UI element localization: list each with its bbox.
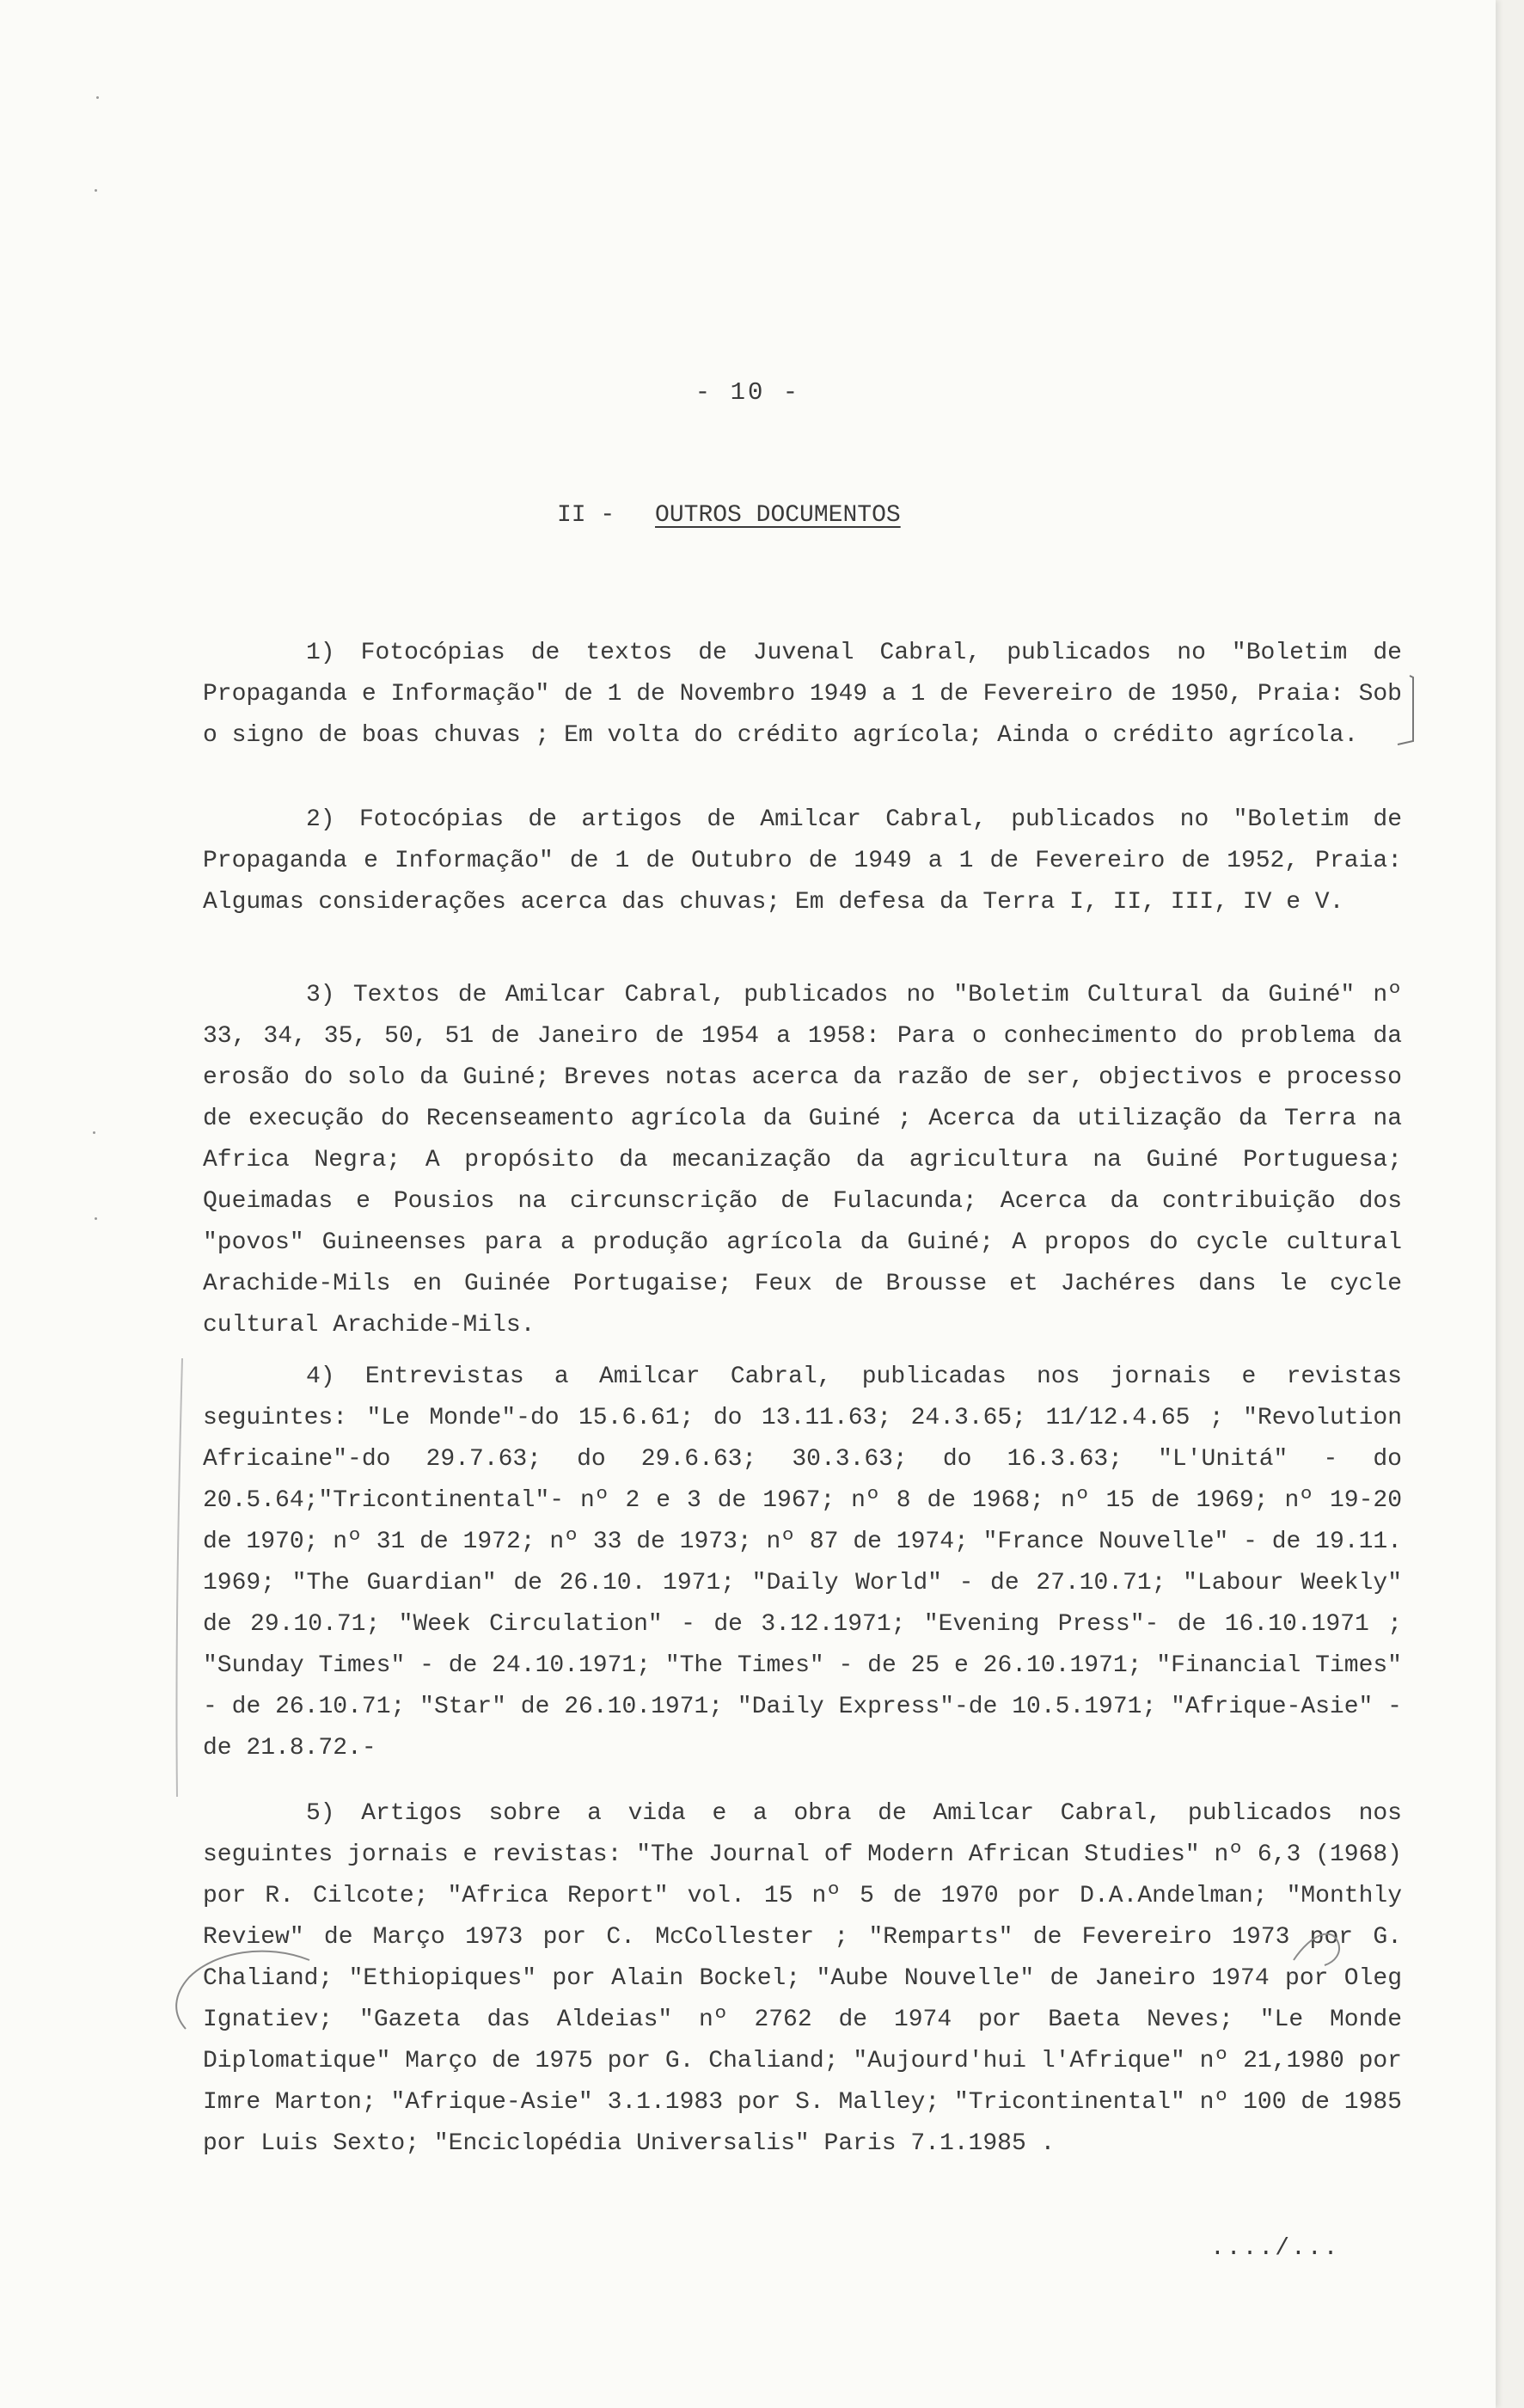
page-number: - 10 - [695, 378, 801, 407]
item-text: Fotocópias de textos de Juvenal Cabral, publicados no "Boletim de Propaganda e Informação" de 1 de Novembro 1949 a 1 de Fevereiro de 1950, Praia: Sob o signo de boas chuvas ; Em volta do crédito agrícola; Ainda o crédito agrícola. [203, 640, 1402, 749]
item-text: Fotocópias de artigos de Amilcar Cabral, publicados no "Boletim de Propaganda e Informação" de 1 de Outubro de 1949 a 1 de Fevereiro de 1952, Praia: Algumas considerações acerca das chuvas; Em defesa da Terra I, II, III, IV e V. [203, 806, 1402, 916]
list-item [203, 1793, 1402, 2165]
item-text: Textos de Amilcar Cabral, publicados no "Boletim Cultural da Guiné" nº 33, 34, 35, 50, 51 de Janeiro de 1954 a 1958: Para o conhecimento do problema da erosão do solo da Guiné; Breves notas acerca da razão de ser, objectivos e processo de execução do Recenseamento agrícola da Guiné ; Acerca da utilização da Terra na Africa Negra; A propósito da mecanização da agricultura na Guiné Portuguesa; Queimadas e Pousios na circunscrição de Fulacunda; Acerca da contribuição dos "povos" Guineenses para a produção agrícola da Guiné; A propos do cycle cultural Arachide-Mils en Guinée Portugaise; Feux de Brousse et Jachéres dans le cycle cultural Arachide-Mils. [203, 982, 1402, 1339]
pencil-margin-line [163, 1350, 198, 1805]
item-text: Entrevistas a Amilcar Cabral, publicadas nos jornais e revistas seguintes: "Le Monde"-do 15.6.61; do 13.11.63; 24.3.65; 11/12.4.65 ; "Revolution Africaine"-do 29.7.63; do 29.6.63; 30.3.63; do 16.3.63; "L'Unitá" - do 20.5.64;"Tricontinental"- nº 2 e 3 de 1967; nº 8 de 1968; nº 15 de 1969; nº 19-20 de 1970; nº 31 de 1972; nº 33 de 1973; nº 87 de 1974; "France Nouvelle" - de 19.11. 1969; "The Guardian" de 26.10. 1971; "Daily World" - de 27.10.71; "Labour Weekly" de 29.10.71; "Week Circulation" - de 3.12.1971; "Evening Press"- de 16.10.1971 ; "Sunday Times" - de 24.10.1971; "The Times" - de 25 e 26.10.1971; "Financial Times" - de 26.10.71; "Star" de 26.10.1971; "Daily Express"-de 10.5.1971; "Afrique-Asie" - de 21.8.72.- [203, 1363, 1402, 1762]
section-heading [557, 502, 901, 529]
paper-speck [96, 96, 99, 99]
item-number: 1) [306, 640, 335, 666]
list-item [203, 975, 1402, 1346]
paper-speck [95, 189, 97, 192]
item-text: Artigos sobre a vida e a obra de Amilcar Cabral, publicados nos seguintes jornais e revistas: "The Journal of Modern African Studies" nº 6,3 (1968) por R. Cilcote; "Africa Report" vol. 15 nº 5 de 1970 por D.A.Andelman; "Monthly Review" de Março 1973 por C. McCollester ; "Remparts" de Fevereiro 1973 por G. Chaliand; "Ethiopiques" por Alain Bockel; "Aube Nouvelle" de Janeiro 1974 por Oleg Ignatiev; "Gazeta das Aldeias" nº 2762 de 1974 por Baeta Neves; "Le Monde Diplomatique" Março de 1975 por G. Chaliand; "Aujourd'hui l'Afrique" nº 21,1980 por Imre Marton; "Afrique-Asie" 3.1.1983 por S. Malley; "Tricontinental" nº 100 de 1985 por Luis Sexto; "Enciclopédia Universalis" Paris 7.1.1985 . [203, 1800, 1402, 2157]
list-item [203, 633, 1402, 757]
section-number: II - [557, 502, 615, 529]
paper-speck [93, 1131, 95, 1134]
list-item [203, 800, 1402, 923]
item-number: 4) [306, 1363, 335, 1390]
item-number: 3) [306, 982, 335, 1008]
item-number: 5) [306, 1800, 335, 1827]
paper-speck [95, 1217, 97, 1220]
list-item [203, 1357, 1402, 1769]
section-title: OUTROS DOCUMENTOS [655, 502, 901, 529]
item-number: 2) [306, 806, 335, 833]
continuation-marker: ..../... [1210, 2235, 1340, 2262]
